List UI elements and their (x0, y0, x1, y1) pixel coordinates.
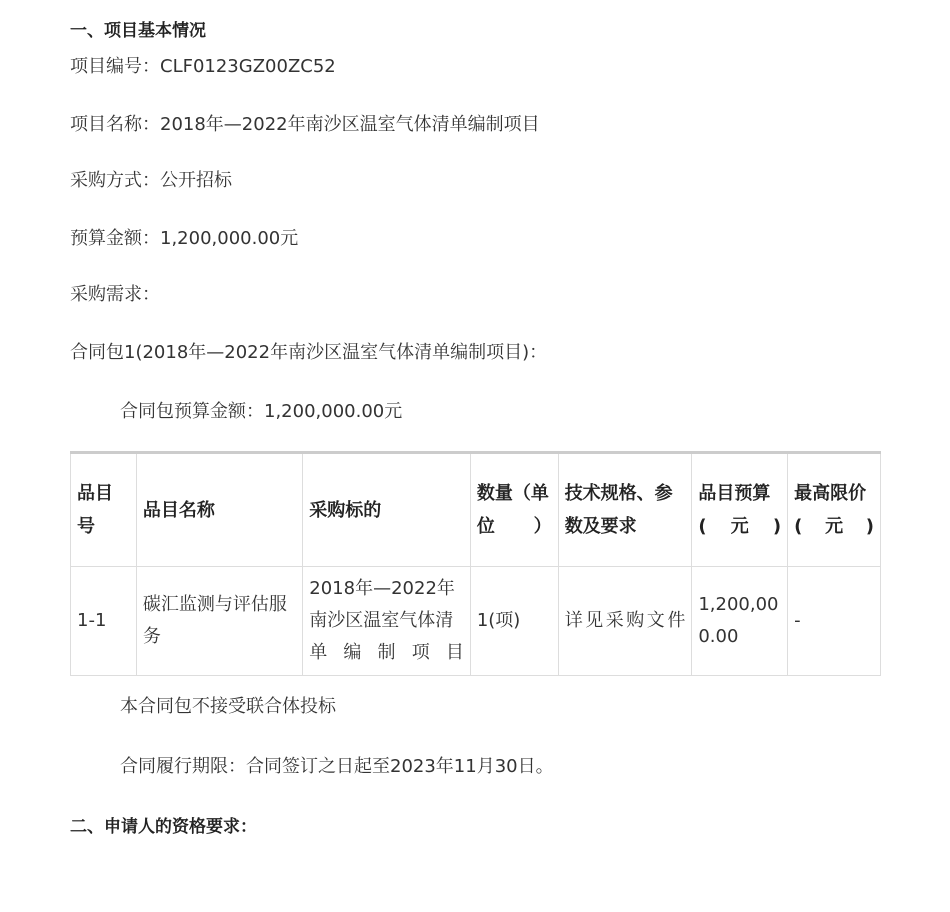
project-name: 项目名称：2018年—2022年南沙区温室气体清单编制项目 (70, 114, 540, 135)
procurement-requirements: 采购需求： (70, 284, 160, 305)
header-max-price: 最高限价(元) (788, 453, 881, 567)
procurement-method: 采购方式：公开招标 (70, 170, 232, 191)
header-item-name: 品目名称 (136, 453, 302, 567)
contract-package-title: 合同包1(2018年—2022年南沙区温室气体清单编制项目)： (70, 342, 548, 363)
header-item-budget: 品目预算(元) (692, 453, 788, 567)
cell-item-name: 碳汇监测与评估服务 (136, 567, 302, 676)
cell-specifications: 详见采购文件 (558, 567, 692, 676)
cell-item-budget: 1,200,000.00 (692, 567, 788, 676)
section-2-heading: 二、申请人的资格要求： (70, 817, 257, 837)
table-header-row (71, 453, 881, 567)
cell-procurement-target: 2018年—2022年南沙区温室气体清单编制项目 (303, 567, 471, 676)
budget-amount: 预算金额：1,200,000.00元 (70, 228, 299, 249)
header-item-number: 品目号 (71, 453, 137, 567)
consortium-notice: 本合同包不接受联合体投标 (120, 696, 336, 717)
cell-item-number: 1-1 (71, 567, 137, 676)
items-table (70, 451, 881, 676)
cell-max-price: - (788, 567, 881, 676)
contract-package-budget: 合同包预算金额：1,200,000.00元 (120, 401, 403, 422)
contract-term: 合同履行期限：合同签订之日起至2023年11月30日。 (120, 756, 554, 777)
header-procurement-target: 采购标的 (303, 453, 471, 567)
section-1-heading: 一、项目基本情况 (70, 21, 206, 41)
table-row (71, 567, 881, 676)
header-quantity: 数量（单位） (470, 453, 558, 567)
cell-quantity: 1(项) (470, 567, 558, 676)
project-number: 项目编号：CLF0123GZ00ZC52 (70, 56, 336, 77)
header-specifications: 技术规格、参数及要求 (558, 453, 692, 567)
